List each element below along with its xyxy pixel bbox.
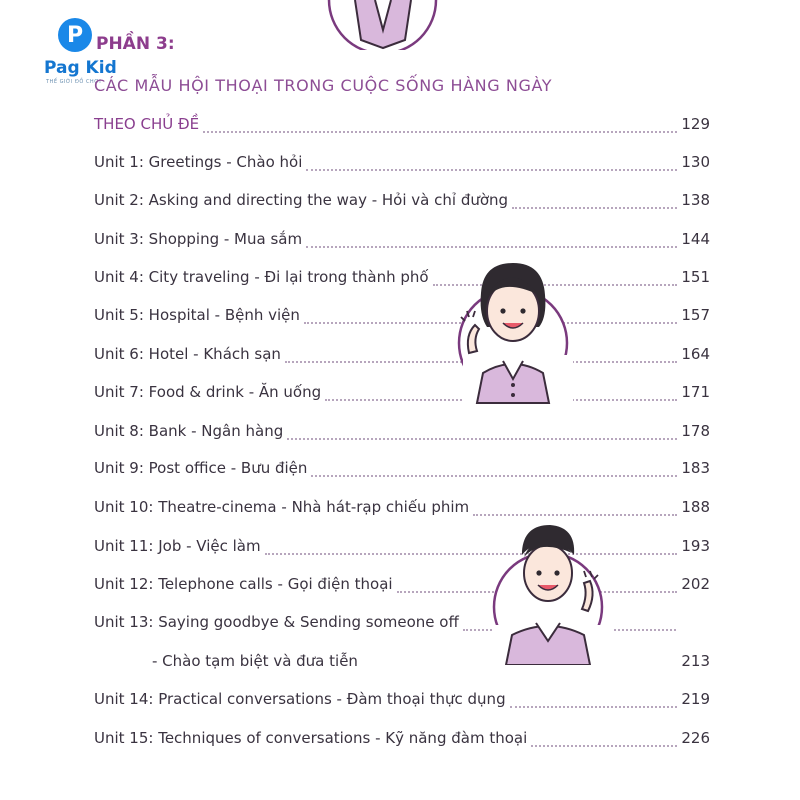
toc-leader-dots [306, 168, 677, 171]
toc-leader-dots [531, 744, 677, 747]
toc-page-number: 164 [681, 345, 710, 363]
toc-label: THEO CHỦ ĐỀ [94, 115, 200, 133]
toc-page-number: 188 [681, 498, 710, 516]
toc-row[interactable] [94, 345, 710, 369]
toc-leader-dots [311, 474, 677, 477]
toc-label: Unit 7: Food & drink - Ăn uống [94, 383, 322, 401]
toc-row[interactable] [94, 690, 710, 714]
toc-page-number: 183 [681, 459, 710, 477]
part-title: PHẦN 3: [96, 34, 175, 54]
top-character-illustration [325, 0, 440, 50]
toc-label: Unit 12: Telephone calls - Gọi điện thoại [94, 575, 393, 593]
toc-label: Unit 2: Asking and directing the way - Hỏi và chỉ đường [94, 191, 509, 209]
toc-row[interactable] [94, 537, 710, 561]
logo-brand-name: Pag Kid [44, 58, 117, 78]
toc-label: Unit 4: City traveling - Đi lại trong thành phố [94, 268, 429, 286]
toc-row[interactable] [94, 422, 710, 446]
toc-label: Unit 13: Saying goodbye & Sending someone off [94, 613, 459, 631]
toc-label: Unit 3: Shopping - Mua sắm [94, 230, 303, 248]
toc-leader-dots [306, 245, 677, 248]
toc-label: - Chào tạm biệt và đưa tiễn [152, 652, 358, 670]
toc-page-number: 138 [681, 191, 710, 209]
toc-page-number: 130 [681, 153, 710, 171]
toc-page-number: 193 [681, 537, 710, 555]
toc-row[interactable] [94, 383, 710, 407]
toc-page-number: 129 [681, 115, 710, 133]
toc-row[interactable] [94, 268, 710, 292]
logo-p-icon: P [58, 18, 92, 52]
toc-row-part-heading[interactable] [94, 115, 710, 139]
girl-character-illustration [455, 255, 575, 405]
toc-page-number: 151 [681, 268, 710, 286]
toc-label: Unit 10: Theatre-cinema - Nhà hát-rạp chiếu phim [94, 498, 470, 516]
toc-label: Unit 15: Techniques of conversations - Kỹ năng đàm thoại [94, 729, 528, 747]
toc-row[interactable] [94, 459, 710, 483]
toc-page-number: 178 [681, 422, 710, 440]
toc-leader-dots [287, 437, 677, 440]
toc-label: Unit 6: Hotel - Khách sạn [94, 345, 281, 363]
toc-row[interactable] [94, 230, 710, 254]
toc-label: Unit 8: Bank - Ngân hàng [94, 422, 284, 440]
toc-row[interactable] [94, 575, 710, 599]
toc-page-number: 219 [681, 690, 710, 708]
toc-page-number: 226 [681, 729, 710, 747]
toc-label: Unit 1: Greetings - Chào hỏi [94, 153, 303, 171]
toc-leader-dots [512, 206, 677, 209]
toc-label: Unit 11: Job - Việc làm [94, 537, 261, 555]
boy-character-illustration [492, 515, 612, 665]
toc-row[interactable] [94, 153, 710, 177]
toc-row[interactable] [94, 306, 710, 330]
toc-page-number: 157 [681, 306, 710, 324]
toc-page-number: 144 [681, 230, 710, 248]
toc-leader-dots [203, 130, 677, 133]
part-subtitle: CÁC MẪU HỘI THOẠI TRONG CUỘC SỐNG HÀNG NGÀY [94, 76, 553, 95]
toc-row[interactable] [94, 191, 710, 215]
toc-row[interactable] [94, 498, 710, 522]
toc-leader-dots [510, 705, 678, 708]
toc-label: Unit 5: Hospital - Bệnh viện [94, 306, 300, 324]
logo-tagline: THẾ GIỚI ĐỒ CHƠI [46, 79, 102, 85]
toc-label: Unit 9: Post office - Bưu điện [94, 459, 308, 477]
toc-label: Unit 14: Practical conversations - Đàm thoại thực dụng [94, 690, 506, 708]
toc-page-number: 213 [681, 652, 710, 670]
toc-leader-dots [265, 552, 678, 555]
toc-page-number: 171 [681, 383, 710, 401]
toc-row[interactable] [94, 729, 710, 753]
toc-row-continuation[interactable] [94, 652, 710, 676]
toc-page-number: 202 [681, 575, 710, 593]
